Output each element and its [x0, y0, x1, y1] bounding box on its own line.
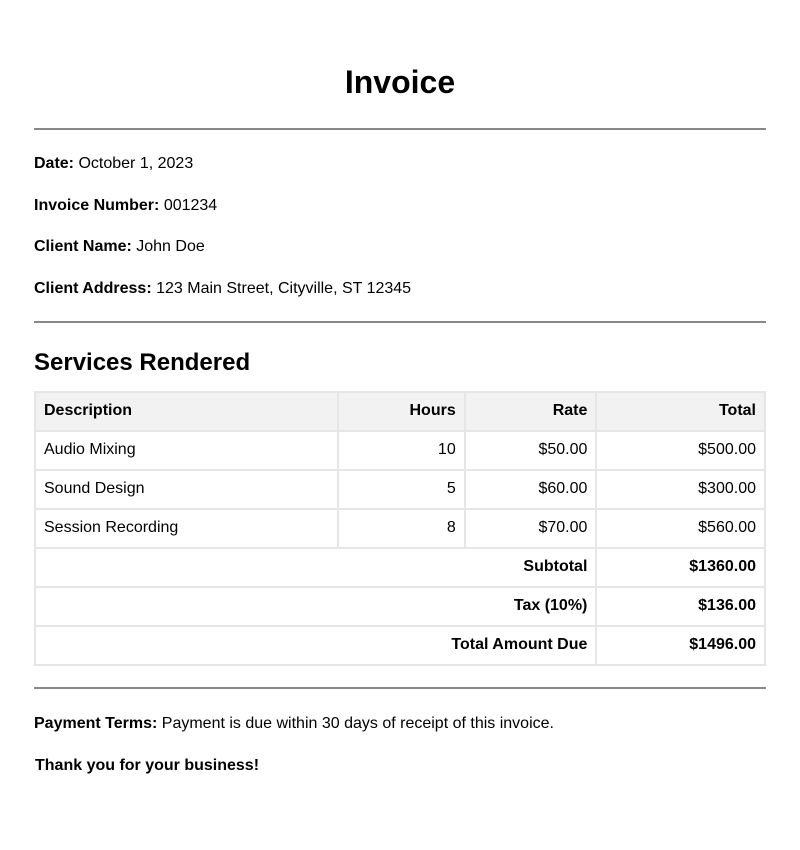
- services-table: [34, 391, 766, 666]
- divider: [34, 321, 766, 323]
- column-header-total: Total: [596, 392, 765, 431]
- detail-value: 123 Main Street, Cityville, ST 12345: [156, 279, 412, 297]
- column-header-hours: Hours: [338, 392, 465, 431]
- invoice-page: [34, 0, 766, 776]
- column-header-description: Description: [35, 392, 338, 431]
- table-row: [35, 470, 765, 509]
- cell-rate: $70.00: [465, 509, 597, 548]
- summary-value: $1496.00: [596, 626, 765, 665]
- invoice-details: [34, 154, 766, 299]
- cell-description: Audio Mixing: [35, 431, 338, 470]
- detail-label: Client Address:: [34, 279, 152, 297]
- cell-total: $500.00: [596, 431, 765, 470]
- cell-total: $300.00: [596, 470, 765, 509]
- detail-date: [34, 154, 766, 174]
- table-header-row: [35, 392, 765, 431]
- column-header-rate: Rate: [465, 392, 597, 431]
- invoice-title: Invoice: [344, 64, 456, 100]
- summary-label: Tax (10%): [35, 587, 596, 626]
- cell-hours: 8: [338, 509, 465, 548]
- summary-row-total-due: [35, 626, 765, 665]
- detail-value: October 1, 2023: [78, 155, 194, 172]
- divider: [34, 128, 766, 130]
- detail-invoice-number: [34, 196, 766, 216]
- table-row: [35, 431, 765, 470]
- payment-terms-text: Payment is due within 30 days of receipt of this invoice.: [161, 714, 554, 732]
- detail-label: Invoice Number:: [34, 196, 160, 214]
- summary-value: $136.00: [596, 587, 765, 626]
- detail-client-name: [34, 237, 766, 257]
- summary-label: Total Amount Due: [35, 626, 596, 665]
- cell-hours: 5: [338, 470, 465, 509]
- cell-description: Sound Design: [35, 470, 338, 509]
- payment-terms: [34, 714, 766, 734]
- detail-value: 001234: [163, 196, 218, 214]
- payment-terms-label: Payment Terms:: [34, 714, 158, 732]
- cell-description: Session Recording: [35, 509, 338, 548]
- detail-label: Client Name:: [34, 238, 132, 255]
- cell-total: $560.00: [596, 509, 765, 548]
- detail-value: John Doe: [136, 238, 205, 255]
- detail-client-address: [34, 279, 766, 299]
- summary-value: $1360.00: [596, 548, 765, 587]
- summary-row-tax: [35, 587, 765, 626]
- cell-hours: 10: [338, 431, 465, 470]
- divider: [34, 687, 766, 689]
- thank-you-note: Thank you for your business!: [35, 756, 260, 774]
- cell-rate: $60.00: [465, 470, 597, 509]
- services-heading: Services Rendered: [34, 348, 251, 376]
- table-row: [35, 509, 765, 548]
- cell-rate: $50.00: [465, 431, 597, 470]
- summary-label: Subtotal: [35, 548, 596, 587]
- summary-row-subtotal: [35, 548, 765, 587]
- invoice-footer: [34, 714, 766, 776]
- detail-label: Date:: [34, 155, 75, 172]
